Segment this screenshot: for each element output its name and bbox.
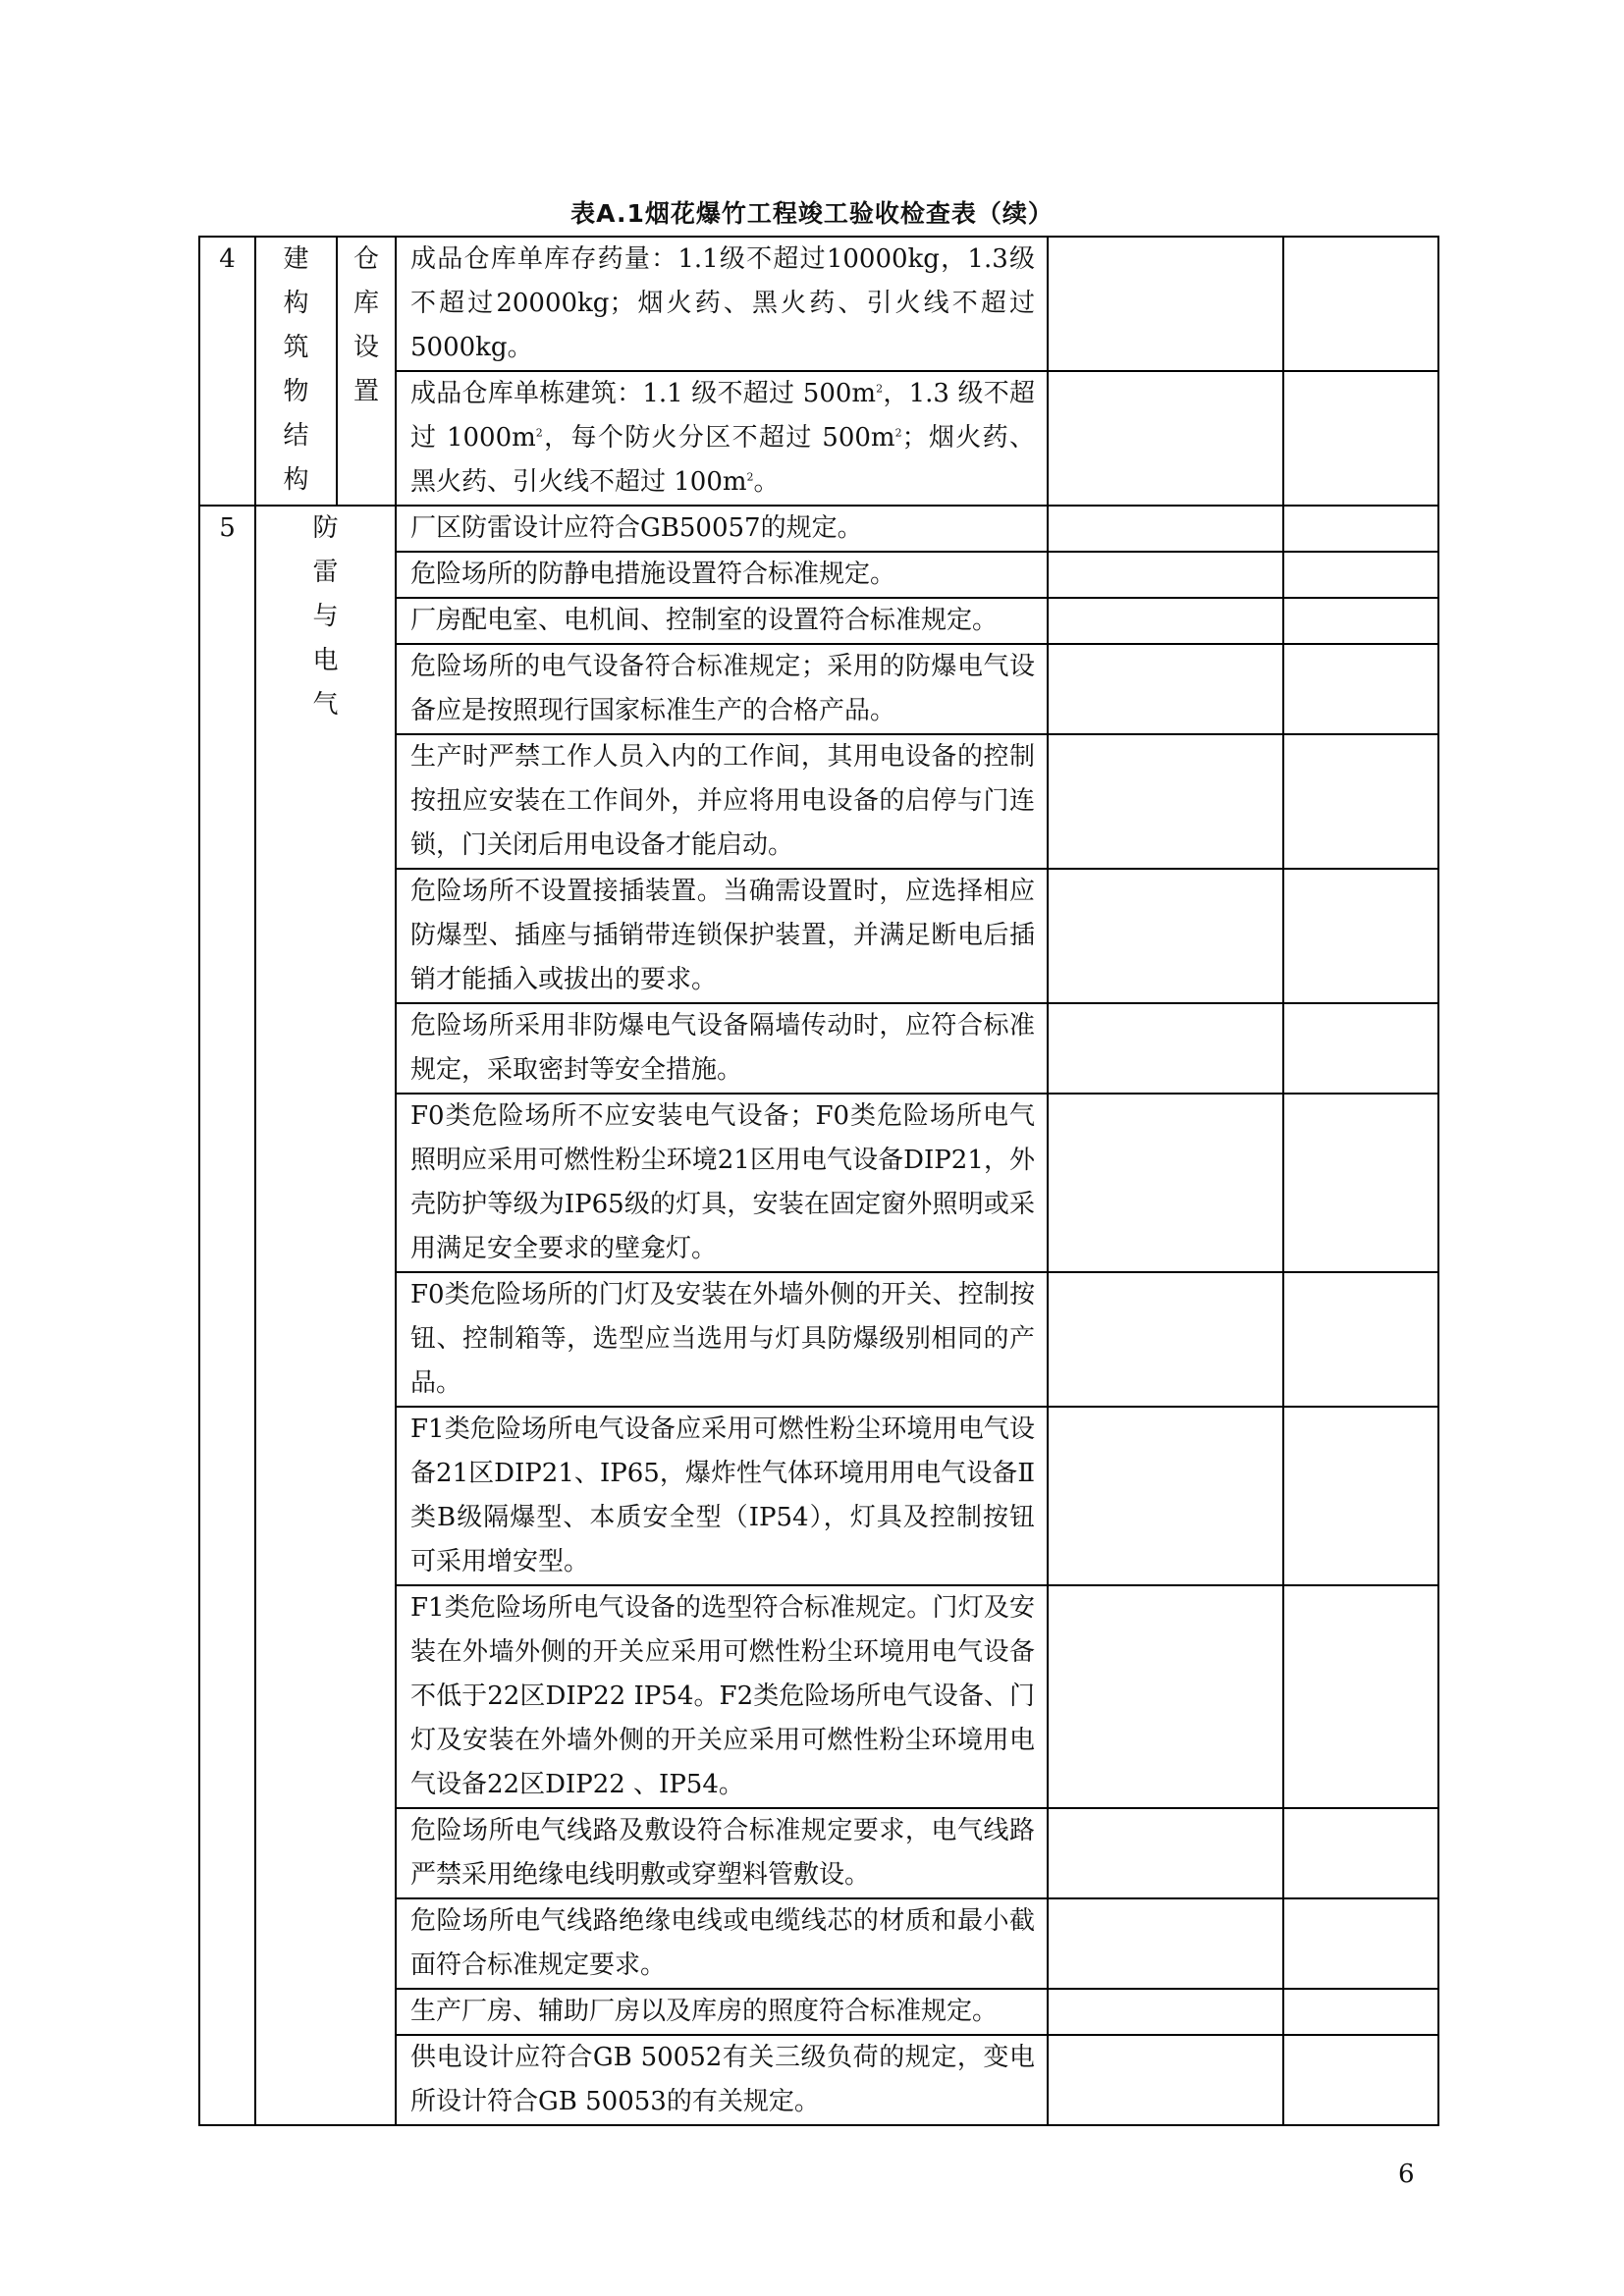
table-row	[199, 506, 1438, 552]
inspection-result-cell	[1048, 598, 1283, 644]
check-item: F0类危险场所的门灯及安装在外墙外侧的开关、控制按钮、控制箱等，选型应当选用与灯具防爆级别相同的产品。	[396, 1272, 1048, 1407]
check-item: 危险场所不设置接插装置。当确需设置时，应选择相应防爆型、插座与插销带连锁保护装置，并满足断电后插销才能插入或拔出的要求。	[396, 869, 1048, 1003]
page-title: 表A.1烟花爆竹工程竣工验收检查表（续）	[570, 199, 1054, 228]
section-category	[255, 237, 337, 506]
check-item: 厂区防雷设计应符合GB50057的规定。	[396, 506, 1048, 552]
remarks-cell	[1283, 869, 1438, 1003]
check-item: F1类危险场所电气设备的选型符合标准规定。门灯及安装在外墙外侧的开关应采用可燃性粉尘环境用电气设备不低于22区DIP22 IP54。F2类危险场所电气设备、门灯及安装在外墙外侧的开关应采用可燃性粉尘环境用电气设备22区DIP22 、IP54。	[396, 1585, 1048, 1808]
remarks-cell	[1283, 1272, 1438, 1407]
inspection-result-cell	[1048, 1094, 1283, 1272]
acceptance-checklist-table	[198, 236, 1439, 2126]
inspection-result-cell	[1048, 1898, 1283, 1989]
remarks-cell	[1283, 734, 1438, 869]
check-item: 危险场所的防静电措施设置符合标准规定。	[396, 552, 1048, 598]
section-number: 5	[199, 506, 255, 2125]
table-row	[199, 237, 1438, 371]
check-item: 厂房配电室、电机间、控制室的设置符合标准规定。	[396, 598, 1048, 644]
remarks-cell	[1283, 1585, 1438, 1808]
check-item: 危险场所的电气设备符合标准规定；采用的防爆电气设备应是按照现行国家标准生产的合格产品。	[396, 644, 1048, 734]
check-item: 危险场所电气线路及敷设符合标准规定要求，电气线路严禁采用绝缘电线明敷或穿塑料管敷设。	[396, 1808, 1048, 1898]
inspection-result-cell	[1048, 734, 1283, 869]
inspection-result-cell	[1048, 552, 1283, 598]
check-item: F0类危险场所不应安装电气设备；F0类危险场所电气照明应采用可燃性粉尘环境21区用电气设备DIP21，外壳防护等级为IP65级的灯具，安装在固定窗外照明或采用满足安全要求的壁龛灯。	[396, 1094, 1048, 1272]
section-number: 4	[199, 237, 255, 506]
section-category	[255, 506, 396, 2125]
check-item: 危险场所电气线路绝缘电线或电缆线芯的材质和最小截面符合标准规定要求。	[396, 1898, 1048, 1989]
remarks-cell	[1283, 1989, 1438, 2035]
remarks-cell	[1283, 598, 1438, 644]
inspection-result-cell	[1048, 1585, 1283, 1808]
remarks-cell	[1283, 644, 1438, 734]
remarks-cell	[1283, 1407, 1438, 1585]
remarks-cell	[1283, 1094, 1438, 1272]
inspection-result-cell	[1048, 1003, 1283, 1094]
inspection-result-cell	[1048, 644, 1283, 734]
category-label: 防雷与电气	[312, 513, 339, 720]
section-subcategory	[337, 237, 396, 506]
remarks-cell	[1283, 506, 1438, 552]
remarks-cell	[1283, 2035, 1438, 2125]
check-item-storage-area: 成品仓库单栋建筑：1.1 级不超过 $500m^2$，1.3 级不超过 $1000m^2$，每个防火分区不超过 $500m^2$；烟火药、黑火药、引火线不超过 $100m^2$。	[396, 371, 1048, 506]
check-item: 供电设计应符合GB 50052有关三级负荷的规定，变电所设计符合GB 50053的有关规定。	[396, 2035, 1048, 2125]
remarks-cell	[1283, 371, 1438, 506]
category-label: 建构筑物结构	[283, 244, 309, 495]
check-item: F1类危险场所电气设备应采用可燃性粉尘环境用电气设备21区DIP21、IP65，爆炸性气体环境用用电气设备Ⅱ类B级隔爆型、本质安全型（IP54），灯具及控制按钮可采用增安型。	[396, 1407, 1048, 1585]
inspection-result-cell	[1048, 1272, 1283, 1407]
page-number: 6	[1398, 2160, 1415, 2189]
inspection-result-cell	[1048, 371, 1283, 506]
check-item: 生产厂房、辅助厂房以及库房的照度符合标准规定。	[396, 1989, 1048, 2035]
inspection-result-cell	[1048, 869, 1283, 1003]
inspection-result-cell	[1048, 1989, 1283, 2035]
inspection-result-cell	[1048, 2035, 1283, 2125]
inspection-result-cell	[1048, 506, 1283, 552]
inspection-result-cell	[1048, 237, 1283, 371]
remarks-cell	[1283, 552, 1438, 598]
remarks-cell	[1283, 1808, 1438, 1898]
remarks-cell	[1283, 1898, 1438, 1989]
inspection-result-cell	[1048, 1808, 1283, 1898]
remarks-cell	[1283, 237, 1438, 371]
inspection-result-cell	[1048, 1407, 1283, 1585]
check-item: 生产时严禁工作人员入内的工作间，其用电设备的控制按扭应安装在工作间外，并应将用电设备的启停与门连锁，门关闭后用电设备才能启动。	[396, 734, 1048, 869]
remarks-cell	[1283, 1003, 1438, 1094]
check-item: 危险场所采用非防爆电气设备隔墙传动时，应符合标准规定，采取密封等安全措施。	[396, 1003, 1048, 1094]
subcategory-label: 仓库设置	[352, 244, 379, 406]
check-item: 成品仓库单库存药量：1.1级不超过10000kg，1.3级不超过20000kg；烟火药、黑火药、引火线不超过5000kg。	[396, 237, 1048, 371]
